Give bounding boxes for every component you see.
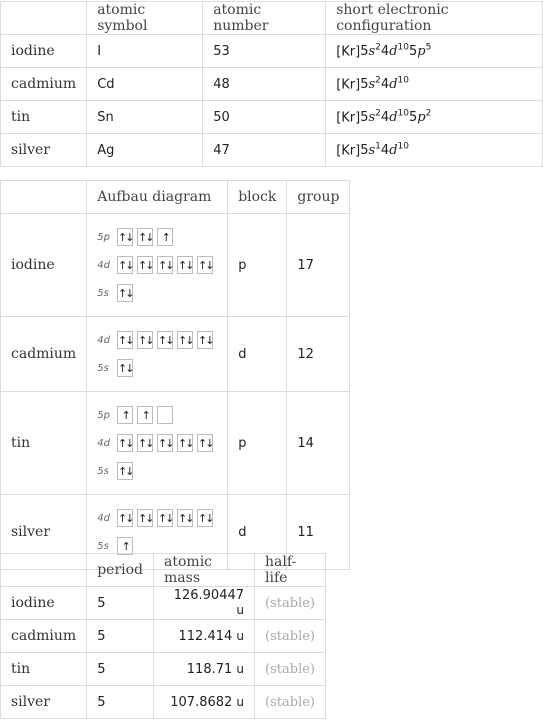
- table-row: [1, 392, 350, 495]
- spin-up-icon: ↑: [121, 539, 129, 553]
- half-life: (stable): [255, 653, 326, 686]
- atomic-mass: 126.90447 u: [154, 587, 255, 620]
- block-value: d: [228, 495, 287, 570]
- table-row: [1, 101, 543, 134]
- orbital-box: [117, 228, 133, 246]
- orbital-label: 5s: [97, 540, 109, 552]
- mass-table: [0, 553, 326, 719]
- subshell-term: $4d^{10}$: [380, 75, 409, 93]
- subshell-term: $5p^2$: [408, 108, 432, 126]
- orbital-label: 5p: [97, 409, 110, 421]
- spin-pair-icon: ↑↓: [117, 511, 133, 525]
- subshell-term: $5s^2$: [360, 42, 381, 60]
- spin-pair-icon: ↑↓: [117, 436, 133, 450]
- noble-gas-core: [Kr]: [336, 44, 361, 60]
- table-row: [1, 686, 326, 719]
- spin-pair-icon: ↑↓: [157, 258, 173, 272]
- half-life: (stable): [255, 686, 326, 719]
- orbital-box: [177, 509, 193, 527]
- subshell-term: $4d^{10}$: [380, 108, 409, 126]
- aufbau-diagram: [87, 214, 228, 317]
- spin-pair-icon: ↑↓: [197, 511, 213, 525]
- spin-pair-icon: ↑↓: [117, 230, 133, 244]
- table-row: [1, 317, 350, 392]
- subshell-term: $5s^2$: [360, 108, 381, 126]
- orbital-box: [117, 434, 133, 452]
- table-header-row: [1, 181, 350, 214]
- spin-up-icon: ↑: [161, 230, 169, 244]
- aufbau-table: [0, 180, 350, 570]
- group-value: 14: [287, 392, 350, 495]
- orbital-row: [97, 432, 217, 454]
- row-label: iodine: [1, 214, 87, 317]
- block-value: p: [228, 392, 287, 495]
- unit-label: u: [236, 661, 245, 676]
- orbital-box: [157, 331, 173, 349]
- spin-pair-icon: ↑↓: [137, 333, 153, 347]
- spin-up-icon: ↑: [121, 408, 129, 422]
- spin-pair-icon: ↑↓: [197, 258, 213, 272]
- noble-gas-core: [Kr]: [336, 77, 361, 93]
- row-label: tin: [1, 653, 87, 686]
- atomic-mass: 107.8682 u: [154, 686, 255, 719]
- row-label: silver: [1, 686, 87, 719]
- column-header: half-life: [255, 554, 326, 587]
- orbital-box: [117, 462, 133, 480]
- electron-config: [326, 101, 543, 134]
- spin-pair-icon: ↑↓: [177, 333, 193, 347]
- orbital-row: [97, 282, 217, 304]
- atomic-symbol: I: [87, 35, 203, 68]
- atomic-number: 48: [203, 68, 326, 101]
- spin-pair-icon: ↑↓: [157, 511, 173, 525]
- atomic-symbol: Ag: [87, 134, 203, 167]
- orbital-row: [97, 507, 217, 529]
- properties-table: [0, 1, 543, 167]
- orbital-box: [197, 509, 213, 527]
- half-life: (stable): [255, 620, 326, 653]
- aufbau-diagram: [87, 317, 228, 392]
- atomic-symbol: Sn: [87, 101, 203, 134]
- orbital-box: [117, 359, 133, 377]
- table-row: [1, 653, 326, 686]
- electron-config: [326, 68, 543, 101]
- spin-pair-icon: ↑↓: [137, 511, 153, 525]
- column-header: atomic symbol: [87, 2, 203, 35]
- column-header: [1, 554, 87, 587]
- table-row: [1, 35, 543, 68]
- spin-pair-icon: ↑↓: [177, 511, 193, 525]
- atomic-number: 47: [203, 134, 326, 167]
- spin-pair-icon: ↑↓: [157, 436, 173, 450]
- orbital-box: [197, 256, 213, 274]
- column-header: Aufbau diagram: [87, 181, 228, 214]
- noble-gas-core: [Kr]: [336, 110, 361, 126]
- row-label: silver: [1, 134, 87, 167]
- row-label: iodine: [1, 35, 87, 68]
- orbital-box: [177, 434, 193, 452]
- column-header: [1, 181, 87, 214]
- row-label: tin: [1, 392, 87, 495]
- group-value: 11: [287, 495, 350, 570]
- orbital-box: [137, 509, 153, 527]
- orbital-box: [197, 331, 213, 349]
- column-header: short electronic configuration: [326, 2, 543, 35]
- orbital-box: [157, 434, 173, 452]
- orbital-label: 5p: [97, 231, 110, 243]
- orbital-box: [177, 331, 193, 349]
- spin-pair-icon: ↑↓: [117, 361, 133, 375]
- electron-config: [326, 35, 543, 68]
- spin-pair-icon: ↑↓: [117, 258, 133, 272]
- row-label: iodine: [1, 587, 87, 620]
- block-value: p: [228, 214, 287, 317]
- subshell-term: $5p^5$: [408, 42, 432, 60]
- column-header: period: [87, 554, 154, 587]
- orbital-box: [117, 406, 133, 424]
- subshell-term: $4d^{10}$: [380, 42, 409, 60]
- period-value: 5: [87, 620, 154, 653]
- orbital-row: [97, 254, 217, 276]
- orbital-row: [97, 460, 217, 482]
- table-header-row: [1, 2, 543, 35]
- spin-pair-icon: ↑↓: [117, 464, 133, 478]
- orbital-box: [157, 256, 173, 274]
- orbital-label: 4d: [97, 512, 110, 524]
- orbital-row: [97, 357, 217, 379]
- orbital-box: [137, 228, 153, 246]
- group-value: 12: [287, 317, 350, 392]
- column-header: block: [228, 181, 287, 214]
- noble-gas-core: [Kr]: [336, 143, 361, 159]
- row-label: cadmium: [1, 620, 87, 653]
- column-header: [1, 2, 87, 35]
- row-label: cadmium: [1, 68, 87, 101]
- spin-pair-icon: ↑↓: [197, 436, 213, 450]
- spin-pair-icon: ↑↓: [157, 333, 173, 347]
- table-row: [1, 620, 326, 653]
- spin-pair-icon: ↑↓: [137, 230, 153, 244]
- atomic-mass: 118.71 u: [154, 653, 255, 686]
- orbital-box: [137, 256, 153, 274]
- table-header-row: [1, 554, 326, 587]
- atomic-symbol: Cd: [87, 68, 203, 101]
- atomic-number: 50: [203, 101, 326, 134]
- aufbau-diagram: [87, 392, 228, 495]
- spin-pair-icon: ↑↓: [117, 333, 133, 347]
- orbital-row: [97, 329, 217, 351]
- orbital-box: [117, 509, 133, 527]
- subshell-term: $5s^2$: [360, 75, 381, 93]
- orbital-box: [137, 434, 153, 452]
- block-value: d: [228, 317, 287, 392]
- orbital-row: [97, 226, 217, 248]
- orbital-box: [197, 434, 213, 452]
- unit-label: u: [236, 694, 245, 709]
- orbital-box: [177, 256, 193, 274]
- orbital-box: [157, 509, 173, 527]
- spin-pair-icon: ↑↓: [197, 333, 213, 347]
- table-row: [1, 587, 326, 620]
- table-row: [1, 214, 350, 317]
- spin-pair-icon: ↑↓: [137, 436, 153, 450]
- orbital-label: 5s: [97, 362, 109, 374]
- spin-pair-icon: ↑↓: [117, 286, 133, 300]
- row-label: tin: [1, 101, 87, 134]
- orbital-label: 4d: [97, 259, 110, 271]
- orbital-box: [117, 256, 133, 274]
- orbital-label: 5s: [97, 465, 109, 477]
- orbital-box: [157, 228, 173, 246]
- column-header: atomic number: [203, 2, 326, 35]
- orbital-label: 5s: [97, 287, 109, 299]
- period-value: 5: [87, 653, 154, 686]
- orbital-box: [157, 406, 173, 424]
- orbital-label: 4d: [97, 334, 110, 346]
- table-row: [1, 68, 543, 101]
- subshell-term: $4d^{10}$: [380, 141, 409, 159]
- orbital-box: [137, 406, 153, 424]
- orbital-row: [97, 404, 217, 426]
- row-label: cadmium: [1, 317, 87, 392]
- atomic-mass: 112.414 u: [154, 620, 255, 653]
- orbital-box: [117, 331, 133, 349]
- column-header: group: [287, 181, 350, 214]
- unit-label: u: [236, 628, 245, 643]
- unit-label: u: [236, 603, 245, 617]
- subshell-term: $5s^1$: [360, 141, 381, 159]
- period-value: 5: [87, 686, 154, 719]
- spin-up-icon: ↑: [141, 408, 149, 422]
- orbital-box: [137, 331, 153, 349]
- electron-config: [326, 134, 543, 167]
- group-value: 17: [287, 214, 350, 317]
- spin-pair-icon: ↑↓: [137, 258, 153, 272]
- orbital-label: 4d: [97, 437, 110, 449]
- column-header: atomic mass: [154, 554, 255, 587]
- spin-pair-icon: ↑↓: [177, 436, 193, 450]
- atomic-number: 53: [203, 35, 326, 68]
- orbital-box: [117, 284, 133, 302]
- spin-pair-icon: ↑↓: [177, 258, 193, 272]
- row-label: silver: [1, 495, 87, 570]
- half-life: (stable): [255, 587, 326, 620]
- table-row: [1, 134, 543, 167]
- period-value: 5: [87, 587, 154, 620]
